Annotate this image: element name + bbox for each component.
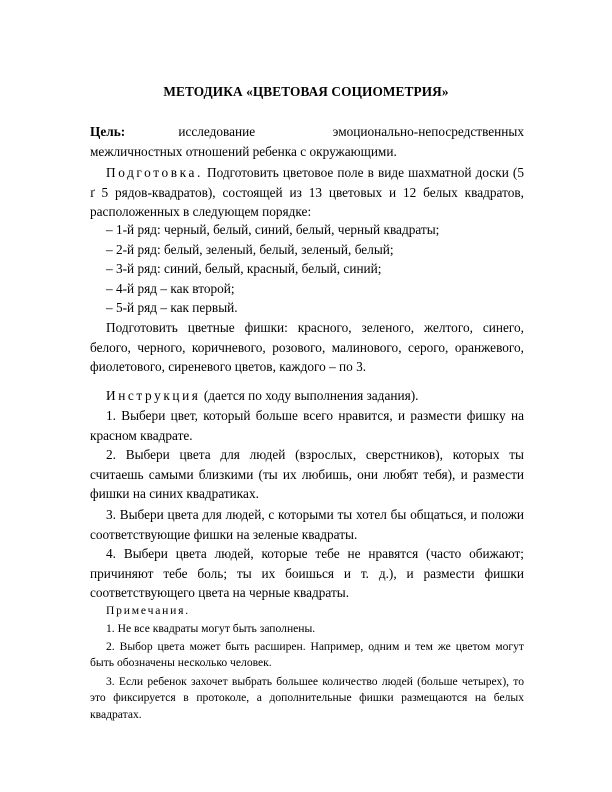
page-title: МЕТОДИКА «ЦВЕТОВАЯ СОЦИОМЕТРИЯ» (163, 84, 449, 99)
instruction-step-2: 2. Выбери цвета для людей (взрослых, сверстников), которых ты считаешь самыми близкими (ты их любишь, они любят тебя), и размести фишки на синих квадратиках. (90, 447, 524, 502)
goal-text-2: межличностных отношений ребенка с окружающими. (90, 143, 397, 159)
instruction-note: (дается по ходу выполнения задания). (200, 388, 419, 403)
note-item-3: 3. Если ребенок захочет выбрать большее количество людей (больше четырех), то это фиксируется в протоколе, а дополнительные фишки размещаются на белых квадратах. (90, 675, 524, 721)
note-item-1: 1. Не все квадраты могут быть заполнены. (106, 622, 316, 635)
goal-label: Цель: (90, 124, 126, 139)
row-item: – 2-й ряд: белый, зеленый, белый, зеленый, белый; (106, 241, 394, 257)
preparation-paragraph (90, 163, 524, 222)
preparation-heading: Подготовка. (106, 165, 203, 180)
instruction-step-3: 3. Выбери цвета для людей, с которыми ты хотел бы общаться, и положи соответствующие фишки на зеленые квадраты. (90, 507, 524, 542)
chips-text: Подготовить цветные фишки: красного, зеленого, желтого, синего, белого, черного, коричневого, розового, малинового, серого, оранжевого, фиолетового, сиреневого цветов, каждого – по 3. (90, 320, 524, 375)
goal-section (90, 122, 524, 161)
note-item-2: 2. Выбор цвета может быть расширен. Например, одним и тем же цветом могут быть обозначены несколько человек. (90, 640, 524, 670)
preparation-text: Подготовить цветовое поле в виде шахматной доски (5 ґ 5 рядов-квадратов), состоящей из 13 цветовых и 12 белых квадратов, расположенных в следующем порядке: (90, 165, 524, 220)
goal-line-1 (90, 122, 524, 142)
instruction-heading-line (90, 386, 524, 406)
row-item: – 1-й ряд: черный, белый, синий, белый, черный квадраты; (106, 222, 440, 237)
notes-heading: Примечания. (106, 604, 190, 617)
chips-paragraph (90, 318, 524, 377)
row-item: – 4-й ряд – как второй; (106, 280, 235, 296)
row-item: – 3-й ряд: синий, белый, красный, белый, синий; (106, 261, 382, 277)
instruction-step-1: 1. Выбери цвет, который больше всего нравится, и размести фишку на красном квадрате. (90, 408, 524, 443)
preparation-rows (106, 220, 524, 318)
notes-heading-line (90, 603, 524, 619)
instruction-heading: Инструкция (106, 388, 201, 403)
row-item: – 5-й ряд – как первый. (106, 300, 238, 316)
goal-text-1: исследование эмоционально-непосредственных (178, 124, 524, 139)
instruction-step-4: 4. Выбери цвета людей, которые тебе не нравятся (часто обижают; причиняют тебе боль; ты их боишься и т. д.), и размести фишки соответствующего цвета на черные квадраты. (90, 546, 524, 601)
